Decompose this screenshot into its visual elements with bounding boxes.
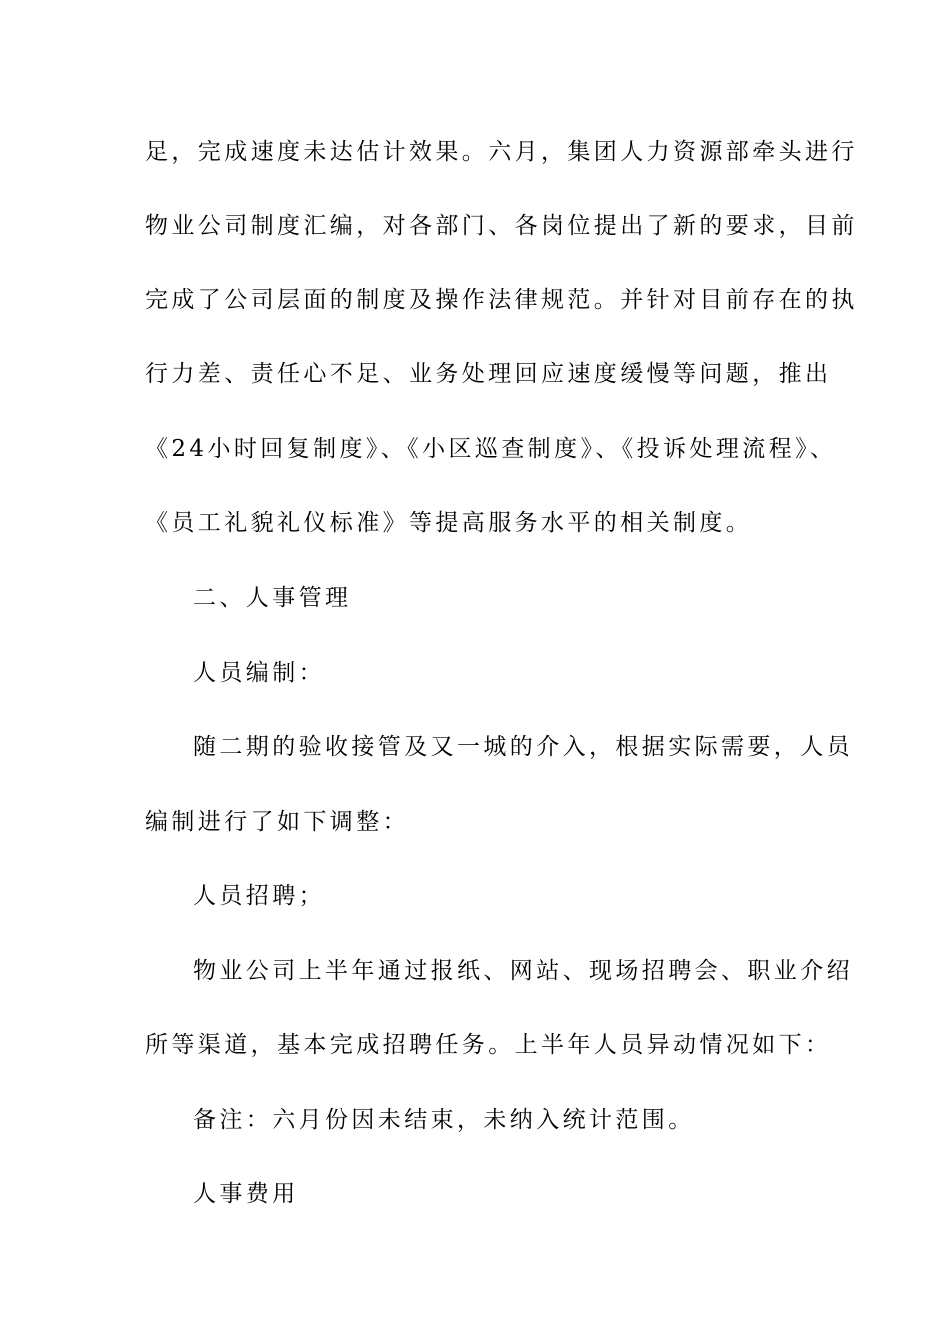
paragraph-line: 《员工礼貌礼仪标准》等提高服务水平的相关制度。 xyxy=(145,510,753,536)
paragraph-line: 《24小时回复制度》、《小区巡查制度》、《投诉处理流程》、 xyxy=(145,436,837,462)
paragraph-line: 物业公司制度汇编，对各部门、各岗位提出了新的要求，目前 xyxy=(145,213,858,239)
paragraph-line: 足，完成速度未达估计效果。六月，集团人力资源部牵头进行 xyxy=(145,139,858,165)
paragraph-line: 行力差、责任心不足、业务处理回应速度缓慢等问题，推出 xyxy=(145,361,832,387)
paragraph-line: 完成了公司层面的制度及操作法律规范。并针对目前存在的执 xyxy=(145,287,858,313)
paragraph-line: 编制进行了如下调整： xyxy=(145,809,409,835)
subheading: 人员招聘； xyxy=(193,883,325,909)
subheading: 人员编制： xyxy=(193,660,325,686)
section-heading: 二、人事管理 xyxy=(193,585,352,611)
paragraph-line: 所等渠道，基本完成招聘任务。上半年人员异动情况如下： xyxy=(145,1032,832,1058)
paragraph-line: 物业公司上半年通过报纸、网站、现场招聘会、职业介绍 xyxy=(193,958,853,984)
paragraph-line: 随二期的验收接管及又一城的介入，根据实际需要，人员 xyxy=(193,734,853,760)
subheading: 人事费用 xyxy=(193,1181,299,1207)
note-line: 备注：六月份因未结束，未纳入统计范围。 xyxy=(193,1107,695,1133)
